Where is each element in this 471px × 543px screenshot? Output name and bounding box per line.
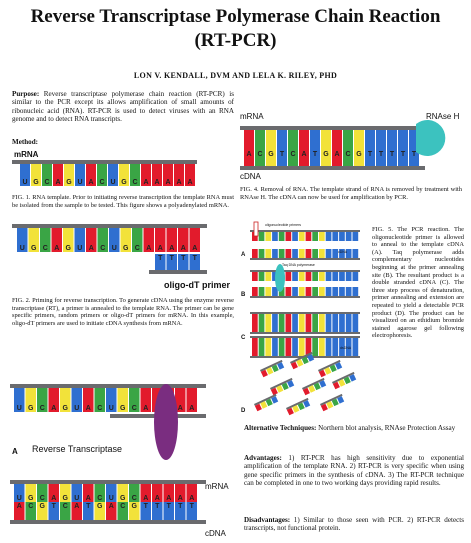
fig4-mrna-base-7 [321,130,331,150]
fig5-a-down-base-9 [312,249,318,258]
fig3-top-letter-3: A [51,405,57,412]
fig5-c2-down-base-1 [259,347,265,356]
fig3-top-letter-14: A [177,405,183,412]
fig4-cdna-letter-11: T [367,151,373,158]
fig4-mrna-base-12 [376,130,386,150]
fig5-b-up-base-14 [346,272,352,281]
fig5-c-down-base-12 [332,323,338,332]
fig4-cdna-letter-13: T [389,151,395,158]
fig2-letter-1: G [31,245,37,252]
fig5-panel-c: C [241,335,246,341]
fig5-b-up-base-6 [292,272,298,281]
fig4-cdna-letter-4: C [290,151,296,158]
fig5-c-up-base-5 [286,314,292,323]
fig3-cdna-letter-12: T [155,503,160,510]
fig1-letter-10: C [132,179,138,186]
fig5-b-down-base-15 [353,287,359,296]
fig5-a-down-base-5 [286,249,292,258]
fig5-a-top [250,230,360,232]
fig5-c2-up-base-3 [272,338,278,347]
fig4-mrna-base-4 [288,130,298,150]
fig3-cdna-letter-6: T [86,503,91,510]
fig3-top-letter-6: A [85,405,91,412]
fig4-mrna-base-0 [244,130,254,150]
fig4-cdna-letter-15: T [411,151,417,158]
fig5-b-down-base-12 [332,287,338,296]
fig5-c-up-base-8 [306,314,312,323]
fig5-c2-up-base-4 [279,338,285,347]
fig5-a-down-base-8 [306,249,312,258]
fig5-c2-down-base-7 [299,347,305,356]
fig4-cdna-letter-5: A [301,151,307,158]
fig5-cdna-tag: cDNA [338,250,348,254]
fig5-a-down-base-6 [292,249,298,258]
fig5-c2-top [250,336,360,338]
fig2-primer-letter-3: T [192,255,197,262]
page-subtitle: (RT-PCR) [194,30,277,51]
fig5-a-down-base-10 [319,249,325,258]
fig2-letter-9: G [123,245,129,252]
fig3-top-letter-10: C [131,405,137,412]
fig3-mrna-letter-6: A [85,495,91,502]
fig4-cdna-backbone [240,166,425,170]
fig3-top-letter-2: C [39,405,45,412]
fig5-a-bot [250,258,360,260]
fig4-cdna-letter-9: C [345,151,351,158]
fig5-c2-up-base-9 [312,338,318,347]
fig5-b-down-base-5 [286,287,292,296]
fig2-letter-11: A [146,245,152,252]
fig5-c2-down-base-3 [272,347,278,356]
fig4-cdna-letter-0: A [246,151,252,158]
fig5-c-up-base-3 [272,314,278,323]
alternative-paragraph [244,424,464,432]
fig5-c2-up-base-6 [292,338,298,347]
fig5-b-up-base-10 [319,272,325,281]
fig5-c-down-base-9 [312,323,318,332]
fig5-b-down-base-14 [346,287,352,296]
reverse-transcriptase-shape [154,384,178,460]
fig5-a-up-base-2 [265,232,271,241]
fig5-b-down-base-9 [312,287,318,296]
fig4-mrna-base-5 [299,130,309,150]
fig5-c2-down-base-11 [326,347,332,356]
fig3-cdna-backbone [10,520,206,524]
fig5-c2-up-base-15 [353,338,359,347]
fig5-c-down-base-7 [299,323,305,332]
fig4-cdna-letter-2: G [268,151,274,158]
fig5-c-up-base-15 [353,314,359,323]
fig3-top-letter-7: C [97,405,103,412]
advantages-paragraph [244,454,464,487]
fig3-cdna-letter-11: T [143,503,148,510]
fig3-mrna-letter-5: U [74,495,80,502]
fig5-c-down-base-5 [286,323,292,332]
fig4-cdna-letter-6: T [312,151,318,158]
fig2-letter-12: A [157,245,163,252]
fig1-mrna-label: mRNA [14,150,39,159]
purpose-text: Reverse transcriptase polymerase chain reaction (RT-PCR) is similar to the PCR except its allows amplification of small amounts of ribonucleic acid (RNA). RT-PCR is used to detect viruses with an RNA genome and to detect RNA transcripts. [12,90,234,123]
fig2-primer-backbone [149,270,207,274]
fig5-c2-down-base-2 [265,347,271,356]
page-title: Reverse Transcriptase Polymerase Chain Reaction [30,6,441,27]
fig5-a-up-base-11 [326,232,332,241]
fig3-mrna-letter-9: G [120,495,126,502]
fig3-mrna-letter-13: A [166,495,172,502]
fig4-cdna-letter-12: T [378,151,384,158]
fig3-top-letter-8: U [108,405,114,412]
fig4-cdna-label: cDNA [240,172,261,181]
fig5-c-down-base-15 [353,323,359,332]
fig4-cdna-letter-10: G [356,151,362,158]
fig5-c2-down-base-5 [286,347,292,356]
fig5-c2-up-base-12 [332,338,338,347]
fig5-a-up-base-14 [346,232,352,241]
fig3-mrna-backbone [10,480,206,484]
fig5-b-down-base-10 [319,287,325,296]
fig1-letter-5: U [77,179,83,186]
fig4-cdna-letter-7: G [323,151,329,158]
fig3-cdna-letter-5: A [74,503,80,510]
fig5-b-top [250,270,360,272]
fig1-letter-12: A [154,179,160,186]
fig4-cdna-letter-8: A [334,151,340,158]
fig5-c-down-base-6 [292,323,298,332]
fig5-b-down-base-8 [306,287,312,296]
fig4-mrna-label: mRNA [240,112,264,121]
fig5-c-down-base-2 [265,323,271,332]
fig4-mrna-base-2 [266,130,276,150]
fig5-a-down-base-2 [265,249,271,258]
fig5-b-up-base-7 [299,272,305,281]
fig2-letter-13: A [169,245,175,252]
fig3-mrna-letter-10: C [131,495,137,502]
fig1-letter-2: C [44,179,50,186]
fig5-c2-down-base-12 [332,347,338,356]
fig1-letter-9: G [121,179,127,186]
fig3-panel-label: A [12,447,18,456]
fig1-letter-1: G [33,179,39,186]
purpose-paragraph [12,90,234,123]
fig5-c-up-base-11 [326,314,332,323]
fig1-letter-3: A [55,179,61,186]
fig2-caption: FIG. 2. Priming for reverse transcription. To generate cDNA using the enzyme reverse transcriptase (RT), a primer is annealed to the template RNA. The primer can be gene specific primers, random primers or oligo-dT primers for mRNA. In this example, oligo-dT primers are used to initiate cDNA synthesis from mRNA. [12,297,234,327]
fig5-c-down-base-1 [259,323,265,332]
fig3-cdna-letter-1: C [28,503,34,510]
fig1-backbone [12,160,197,164]
fig5-a-up-base-3 [272,232,278,241]
fig5-c-bot [250,332,360,334]
disadvantages-text: 1) Similar to those seen with PCR. 2) RT-PCR detects transcripts, not functional protein. [244,516,464,533]
fig5-diagram [240,220,370,420]
fig1-letter-13: A [165,179,171,186]
fig2-letter-6: A [88,245,94,252]
fig2-backbone [12,224,207,228]
fig2-letter-4: G [65,245,71,252]
fig2-letter-2: C [42,245,48,252]
fig5-b-down-base-7 [299,287,305,296]
authors: LON V. KENDALL, DVM AND LELA K. RILEY, PHD [133,71,338,80]
fig5-b-down-base-13 [339,287,345,296]
fig1-letter-14: A [176,179,182,186]
fig5-panel-a: A [241,252,246,258]
fig4-rnase-label: RNAse H [426,112,460,121]
fig3-cdna-letter-0: A [16,503,22,510]
fig5-c-up-base-6 [292,314,298,323]
fig5-b-up-base-12 [332,272,338,281]
fig5-c2-down-base-6 [292,347,298,356]
fig3-mrna-letter-1: G [28,495,34,502]
fig5-c2-up-base-2 [265,338,271,347]
fig5-c-up-base-7 [299,314,305,323]
fig3-cdna-label: cDNA [205,529,226,538]
fig3-mrna-letter-11: A [143,495,149,502]
fig2-letter-7: C [100,245,106,252]
fig5-a-down-base-4 [279,249,285,258]
fig2-primer-label: oligo-dT primer [164,280,230,290]
fig5-c-up-base-4 [279,314,285,323]
fig3-cdna-letter-9: C [120,503,126,510]
taq-polymerase-shape [275,264,285,292]
fig5-c-up-base-10 [319,314,325,323]
fig2-primer-letter-2: T [181,255,186,262]
fig2-letter-5: U [77,245,83,252]
fig3-mrna-letter-4: G [62,495,68,502]
fig2-letter-10: C [134,245,140,252]
fig5-c2-up-base-5 [286,338,292,347]
fig3-diagram [10,384,240,536]
fig3-mrna-letter-12: A [154,495,160,502]
fig3-mrna-letter-3: A [51,495,57,502]
fig2-letter-14: A [180,245,186,252]
fig5-c2-down-base-0 [252,347,258,356]
fig2-primer-letter-1: T [169,255,174,262]
alternative-label: Alternative Techniques: [244,424,317,432]
fig4-mrna-base-11 [365,130,375,150]
fig4-mrna-base-1 [255,130,265,150]
fig5-c-up-base-0 [252,314,258,323]
fig5-a-up-base-7 [299,232,305,241]
fig5-a-up-base-10 [319,232,325,241]
fig2-letter-0: U [19,245,25,252]
fig1-letter-4: G [66,179,72,186]
fig3-cdna-letter-8: A [108,503,114,510]
fig5-panel-b: B [241,292,246,298]
fig5-b-up-base-13 [339,272,345,281]
fig5-c2-up-base-11 [326,338,332,347]
fig5-c-down-base-13 [339,323,345,332]
fig5-a-up-base-1 [259,232,265,241]
fig5-c-up-base-13 [339,314,345,323]
fig5-c2-down-base-4 [279,347,285,356]
fig5-b-down-base-1 [259,287,265,296]
fig3-top-letter-5: U [74,405,80,412]
fig5-b-down-base-2 [265,287,271,296]
fig4-cdna-letter-14: T [400,151,406,158]
fig5-c-top [250,312,360,314]
fig3-cdna-letter-13: T [166,503,171,510]
fig5-b-bot [250,296,360,298]
fig5-c-down-base-11 [326,323,332,332]
fig4-cdna-letter-1: C [257,151,263,158]
fig5-c2-up-base-10 [319,338,325,347]
fig5-a-down-base-15 [353,249,359,258]
fig5-c-down-base-10 [319,323,325,332]
fig4-mrna-base-13 [387,130,397,150]
fig3-mrna-letter-14: A [177,495,183,502]
advantages-label: Advantages: [244,454,282,462]
fig5-a-down-base-0 [252,249,258,258]
fig5-c-down-base-14 [346,323,352,332]
advantages-text: 1) RT-PCR has high sensitivity due to exponential amplification of the template RNA. 2) RT-PCR is very specific when using gene specific primers in the synthesis of cDNA. 3) The RT-PCR technique can be completed in one to two working days providing rapid results. [244,454,464,487]
fig5-primer-marker [254,222,258,236]
fig3-mrna-letter-8: U [108,495,114,502]
fig5-b-up-base-11 [326,272,332,281]
fig3-top-letter-9: G [120,405,126,412]
fig3-mrna-letter-7: C [97,495,103,502]
fig5-c2-up-base-1 [259,338,265,347]
method-label: Method: [12,138,39,146]
fig5-a-up-base-9 [312,232,318,241]
fig3-top-letter-15: A [189,405,195,412]
fig5-c2-down-base-15 [353,347,359,356]
fig5-a-up-base-4 [279,232,285,241]
fig1-diagram [12,160,234,190]
fig3-top-letter-0: U [16,405,22,412]
fig5-b-up-base-2 [265,272,271,281]
fig5-a-down-base-3 [272,249,278,258]
fig4-cdna-letter-3: T [279,151,285,158]
fig3-cdna-letter-10: G [131,503,137,510]
fig5-b-up-base-8 [306,272,312,281]
fig4-mrna-backbone [240,126,425,130]
fig3-cdna-letter-14: T [178,503,183,510]
fig5-c-up-base-12 [332,314,338,323]
fig2-letter-15: A [192,245,198,252]
fig5-b-down-base-6 [292,287,298,296]
fig5-a-up-base-12 [332,232,338,241]
fig4-mrna-base-14 [398,130,408,150]
fig3-enzyme-label: Reverse Transcriptase [32,444,123,454]
fig5-a-up-base-15 [353,232,359,241]
fig2-primer-letter-0: T [158,255,163,262]
fig5-a-up-base-13 [339,232,345,241]
fig5-c2-up-base-0 [252,338,258,347]
fig3-top-backbone [10,384,206,388]
fig5-b-down-base-0 [252,287,258,296]
fig5-a-down-base-7 [299,249,305,258]
fig3-top-letter-1: G [28,405,34,412]
fig5-panel-d: D [241,408,246,414]
fig5-c2-down-base-10 [319,347,325,356]
fig4-mrna-base-9 [343,130,353,150]
fig5-c-down-base-3 [272,323,278,332]
fig1-caption: FIG. 1. RNA template. Prior to initiating reverse transcription the template RNA must be isolated from the sample to be tested. This figure shows a polyadenylated mRNA. [12,194,234,209]
disadvantages-label: Disadvantages: [244,516,291,524]
fig3-cdna-letter-3: T [51,503,56,510]
fig5-c-down-base-0 [252,323,258,332]
fig5-b-up-base-9 [312,272,318,281]
fig3-cdna-letter-2: G [39,503,45,510]
fig3-mrna-letter-15: A [189,495,195,502]
fig5-a-up-base-8 [306,232,312,241]
fig1-letter-11: A [143,179,149,186]
fig1-letter-6: A [88,179,94,186]
fig5-a-down-base-1 [259,249,265,258]
fig3-cdna-letter-15: T [189,503,194,510]
fig4-mrna-base-8 [332,130,342,150]
fig3-mrna-letter-2: C [39,495,45,502]
fig4-mrna-base-10 [354,130,364,150]
fig5-c2-down-base-9 [312,347,318,356]
fig5-c-up-base-14 [346,314,352,323]
alternative-text: Northern blot analysis, RNAse Protection Assay [316,424,456,432]
fig1-letter-0: U [22,179,28,186]
fig4-caption: FIG. 4. Removal of RNA. The template strand of RNA is removed by treatment with RNAse H. The cDNA can now be used for amplification by PCR. [240,186,462,201]
fig2-letter-8: U [111,245,117,252]
fig4-mrna-base-3 [277,130,287,150]
fig3-mrna-letter-0: U [16,495,22,502]
disadvantages-paragraph [244,516,464,533]
fig5-c-down-base-4 [279,323,285,332]
fig5-b-up-base-5 [286,272,292,281]
fig5-c-up-base-9 [312,314,318,323]
fig1-letter-7: C [99,179,105,186]
fig2-letter-3: A [54,245,60,252]
fig1-letter-15: A [187,179,193,186]
fig5-c-up-base-1 [259,314,265,323]
fig5-b-up-base-0 [252,272,258,281]
fig5-b-up-base-1 [259,272,265,281]
fig5-a-up-base-5 [286,232,292,241]
fig5-b-up-base-15 [353,272,359,281]
purpose-label: Purpose: [12,90,40,98]
fig5-c2-up-base-8 [306,338,312,347]
rnase-h-shape [416,120,445,156]
fig3-top-letter-4: G [62,405,68,412]
fig5-c2-up-base-7 [299,338,305,347]
fig5-c-up-base-2 [265,314,271,323]
fig5-primer-tag: oligonucleotide primers [265,223,301,227]
fig4-mrna-base-6 [310,130,320,150]
fig5-b-down-base-11 [326,287,332,296]
fig3-cdna-letter-4: C [62,503,68,510]
fig3-cdna-letter-7: G [97,503,103,510]
fig4-diagram [240,116,465,174]
fig1-letter-8: U [110,179,116,186]
fig3-mrna-label: mRNA [205,482,229,491]
fig5-a-down-base-11 [326,249,332,258]
fig3-top-letter-11: A [143,405,149,412]
fig5-caption: FIG. 5. The PCR reaction. The oligonucleotide primer is allowed to anneal to the template cDNA (A). Taq polymerase adds complementary nucleotides beginning at the primer annealing site (B). The resultant product is a double stranded cDNA (C). The three step process of denaturation, primer annealing and extension are repeated to yield a detectable PCR product (D). The product can be visualized on an ethidium bromide stained agarose gel following electrophoresis. [372,226,464,340]
fig5-a-up-base-6 [292,232,298,241]
fig5-dsdna-tag: dsDNA [340,346,352,350]
fig5-taq-tag: Taq DNA polymerase [282,263,315,267]
fig5-c-down-base-8 [306,323,312,332]
